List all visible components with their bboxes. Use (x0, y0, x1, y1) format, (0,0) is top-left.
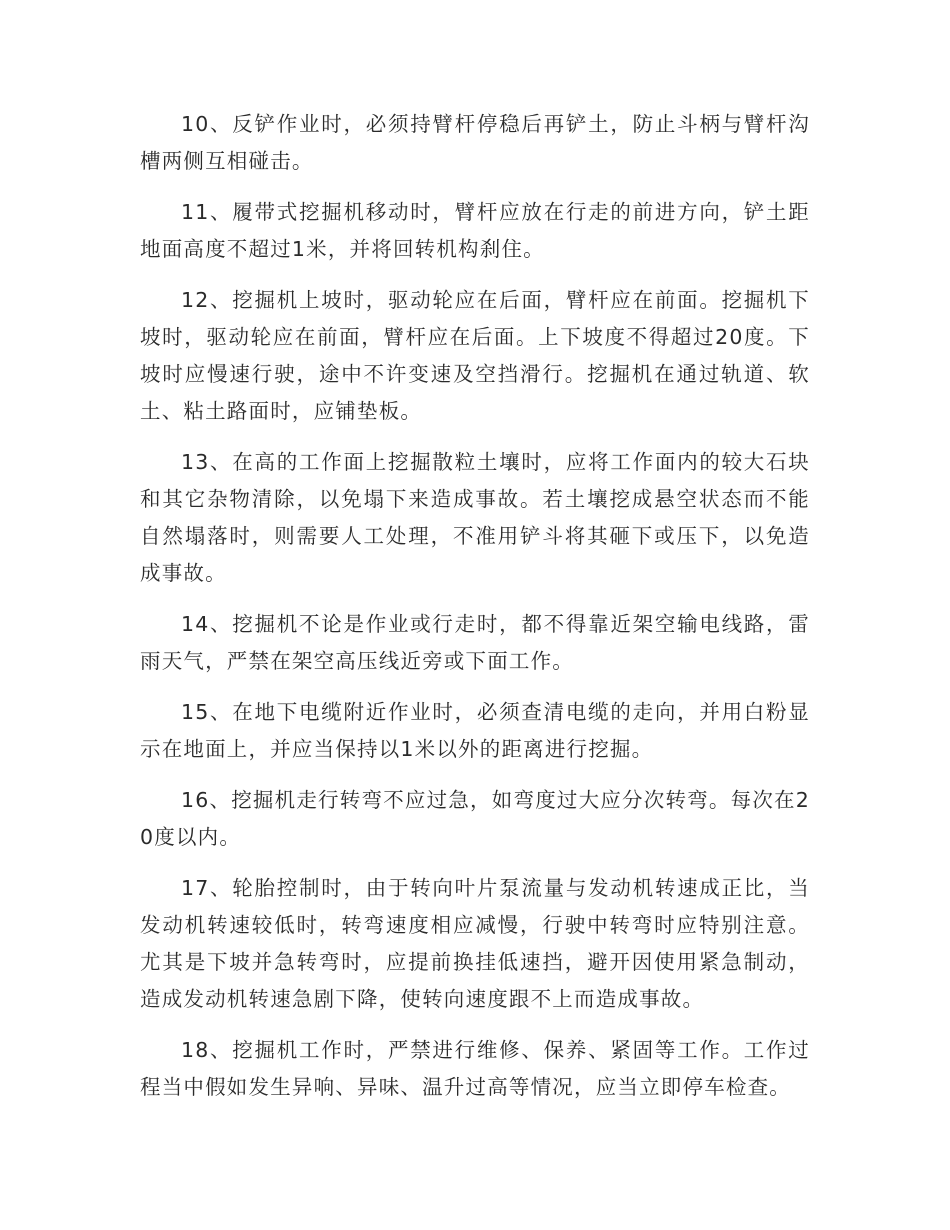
paragraph-18: 18、挖掘机工作时，严禁进行维修、保养、紧固等工作。工作过程当中假如发生异响、异味、温升过高等情况，应当立即停车检查。 (140, 1038, 810, 1099)
paragraph-12: 12、挖掘机上坡时，驱动轮应在后面，臂杆应在前面。挖掘机下坡时，驱动轮应在前面，臂杆应在后面。上下坡度不得超过20度。下坡时应慢速行驶，途中不许变速及空挡滑行。挖掘机在通过轨道、软土、粘土路面时，应铺垫板。 (140, 288, 810, 423)
paragraph-17: 17、轮胎控制时，由于转向叶片泵流量与发动机转速成正比，当发动机转速较低时，转弯速度相应减慢，行驶中转弯时应特别注意。尤其是下坡并急转弯时，应提前换挂低速挡，避开因使用紧急制动，造成发动机转速急剧下降，使转向速度跟不上而造成事故。 (140, 876, 810, 1011)
paragraph-11: 11、履带式挖掘机移动时，臂杆应放在行走的前进方向，铲土距地面高度不超过1米，并将回转机构刹住。 (140, 200, 810, 261)
paragraph-15: 15、在地下电缆附近作业时，必须查清电缆的走向，并用白粉显示在地面上，并应当保持以1米以外的距离进行挖掘。 (140, 700, 810, 761)
paragraph-14: 14、挖掘机不论是作业或行走时，都不得靠近架空输电线路，雷雨天气，严禁在架空高压线近旁或下面工作。 (140, 612, 810, 673)
paragraph-16: 16、挖掘机走行转弯不应过急，如弯度过大应分次转弯。每次在20度以内。 (140, 788, 810, 849)
paragraph-13: 13、在高的工作面上挖掘散粒土壤时，应将工作面内的较大石块和其它杂物清除，以免塌下来造成事故。若土壤挖成悬空状态而不能自然塌落时，则需要人工处理，不准用铲斗将其砸下或压下，以免造成事故。 (140, 450, 810, 585)
paragraph-10: 10、反铲作业时，必须持臂杆停稳后再铲土，防止斗柄与臂杆沟槽两侧互相碰击。 (140, 112, 810, 173)
